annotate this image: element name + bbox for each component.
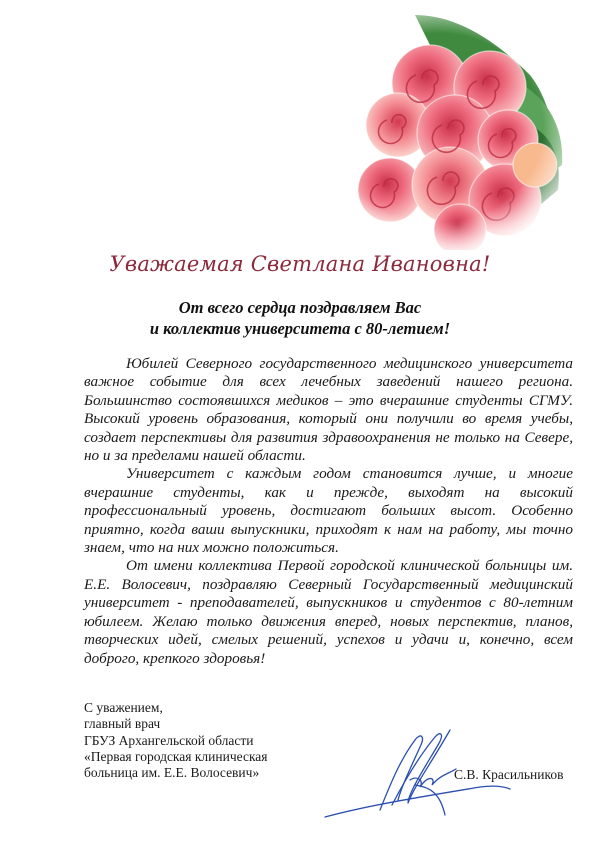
roses-bouquet-icon [300, 5, 575, 250]
subtitle-line: и коллектив университета с 80-летием! [149, 319, 451, 338]
greeting-subtitle [0, 297, 600, 339]
closing-line: «Первая городская клиническая [84, 748, 268, 764]
salutation-heading: Уважаемая Светлана Ивановна! [109, 252, 491, 276]
subtitle-line: От всего сердца поздравляем Вас [178, 298, 422, 317]
closing-line: главный врач [84, 716, 161, 732]
letter-body [84, 355, 573, 668]
closing-block [84, 700, 268, 781]
signer-name: С.В. Красильников [454, 767, 564, 782]
closing-line: С уважением, [84, 700, 163, 715]
body-paragraph: Университет с каждым годом становится лучше, и многие вчерашние студенты, как и прежде, выходят на высокий профессиональный уровень, достигают больших высот. Особенно приятно, когда ваши выпускники, приходят к нам на работу, мы точно знаем, что на них можно положиться. [84, 465, 573, 557]
body-paragraph: Юбилей Северного государственного медицинского университета важное событие для всех лечебных заведений нашего региона. Большинство состоявшихся медиков – это вчерашние студенты СГМУ. Высокий уровень образования, который они получили во время учебы, создает перспективы для развития здравоохранения не только на Севере, но и за пределами нашей области. [84, 355, 573, 465]
body-paragraph: От имени коллектива Первой городской клинической больницы им. Е.Е. Волосевич, поздравляю Северный Государственный медицинский университет - преподавателей, выпускников и студентов с 80-летним юбилеем. Желаю только движения вперед, новых перспектив, планов, творческих идей, смелых решений, успехов и удачи и, конечно, всем доброго, крепкого здоровья! [84, 557, 573, 667]
closing-line: ГБУЗ Архангельской области [84, 732, 254, 748]
closing-line: больница им. Е.Е. Волосевич» [84, 765, 260, 781]
